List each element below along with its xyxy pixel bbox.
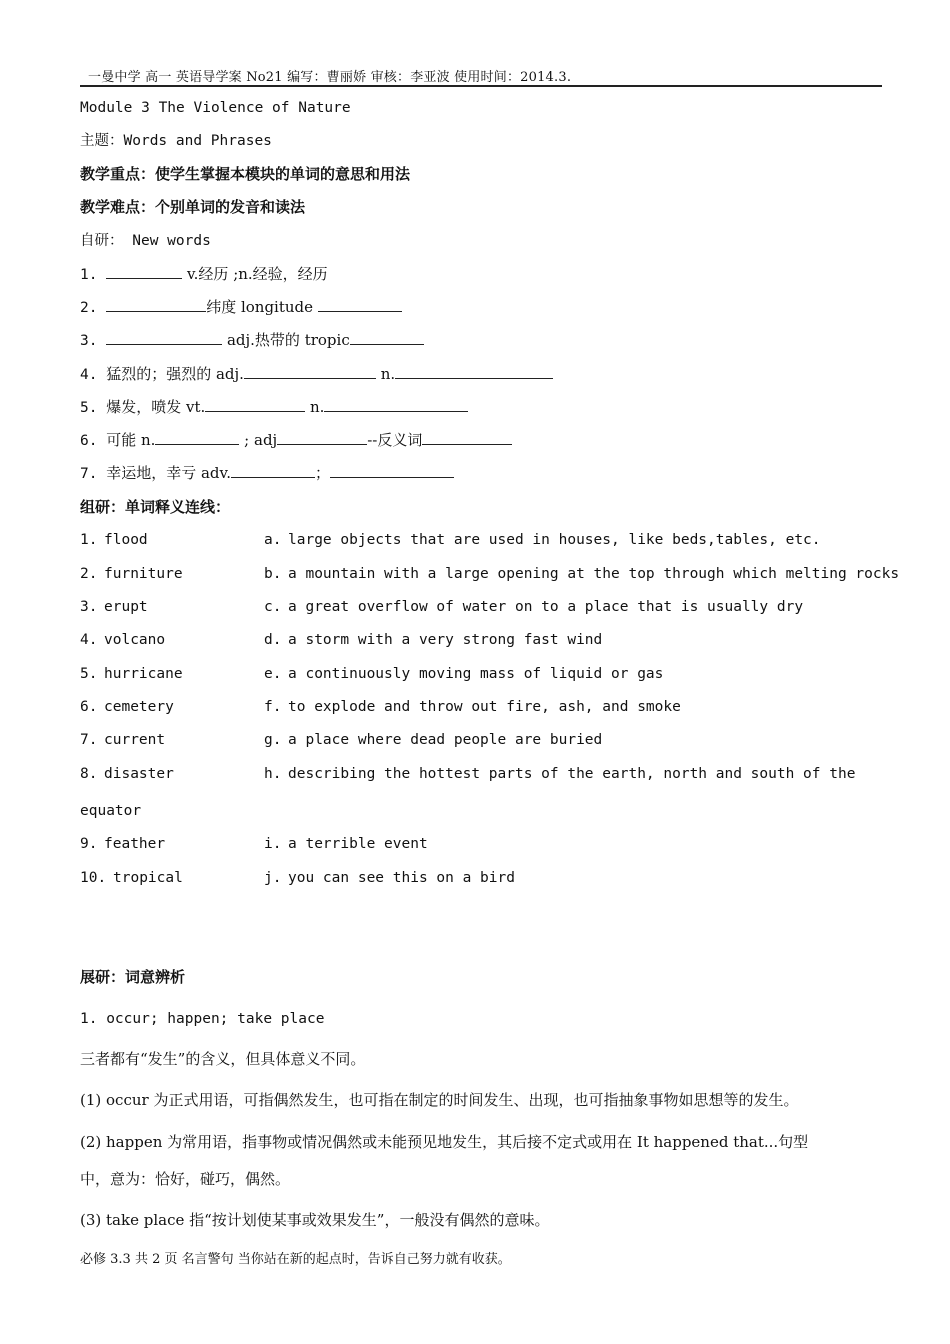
vocab-item-7: 7. 幸运地，幸亏 adv. ； [80,463,454,484]
item-number: 7. [80,732,98,748]
answer-blank[interactable] [277,430,367,445]
answer-blank[interactable] [106,330,222,345]
definition-letter: f. [264,699,282,715]
answer-blank[interactable] [395,364,553,379]
explanation-happen-cont: 中，意为：恰好，碰巧，偶然。 [80,1170,291,1188]
definition-letter: d. [264,632,282,648]
header-rule [80,85,882,87]
item-number: 5. [80,666,98,682]
vocab-item-2: 2. 纬度 longitude [80,297,402,318]
definition-text: you can see this on a bird [288,870,515,886]
definition-letter: a. [264,532,282,548]
definition-letter: g. [264,732,282,748]
page-footer: 必修 3.3 共 2 页 名言警句 当你站在新的起点时，告诉自己努力就有收获。 [80,1252,511,1267]
key-point: 教学重点：使学生掌握本模块的单词的意思和用法 [80,165,411,183]
definition-letter: b. [264,566,282,582]
matching-row [80,597,803,617]
vocab-word: cemetery [104,699,174,715]
definition-text: a continuously moving mass of liquid or gas [288,666,664,682]
matching-row [80,564,899,584]
definition-letter: e. [264,666,282,682]
module-title: Module 3 The Violence of Nature [80,100,351,116]
definition-text: describing the hottest parts of the earth, north and south of the [288,766,856,782]
definition-text: large objects that are used in houses, like beds,tables, etc. [288,532,821,548]
definition-text: a mountain with a large opening at the top through which melting rocks [288,566,900,582]
definition-letter: i. [264,836,282,852]
answer-blank[interactable] [350,330,424,345]
distinction-intro: 三者都有“发生”的含义，但具体意义不同。 [80,1050,366,1068]
matching-row [80,664,663,684]
vocab-word: furniture [104,566,183,582]
group-study-heading: 组研：单词释义连线： [80,498,231,516]
matching-row [80,764,855,784]
vocab-word: flood [104,532,148,548]
item-number: 2. [80,566,98,582]
vocab-word: volcano [104,632,166,648]
answer-blank[interactable] [330,463,454,478]
answer-blank[interactable] [318,297,402,312]
answer-blank[interactable] [244,364,376,379]
display-study-heading: 展研：词意辨析 [80,968,186,986]
matching-row [80,868,515,888]
topic-line: 主题：Words and Phrases [80,133,272,149]
vocab-item-4: 4. 猛烈的；强烈的 adj. n. [80,364,553,385]
matching-row [80,834,428,854]
difficulty: 教学难点：个别单词的发音和读法 [80,198,306,216]
vocab-item-1: 1. v.经历 ;n.经验，经历 [80,265,328,283]
vocab-word: disaster [104,766,174,782]
page-header: 一曼中学 高一 英语导学案 No21 编写：曹丽娇 审核：李亚波 使用时间：2014.3. [88,70,572,85]
distinction-item-1: 1. occur; happen; take place [80,1011,325,1027]
answer-blank[interactable] [205,397,305,412]
definition-text: a great overflow of water on to a place that is usually dry [288,599,804,615]
vocab-item-5: 5. 爆发，喷发 vt. n. [80,397,468,418]
item-number: 1. [80,532,98,548]
vocab-item-6: 6. 可能 n. ; adj --反义词 [80,430,512,451]
vocab-word: feather [104,836,166,852]
item-number: 10. [80,870,107,886]
definition-text: a storm with a very strong fast wind [288,632,603,648]
answer-blank[interactable] [422,430,512,445]
item-number: 8. [80,766,98,782]
vocab-word: hurricane [104,666,183,682]
definition-letter: c. [264,599,282,615]
matching-row [80,630,602,650]
definition-continuation: equator [80,803,142,819]
answer-blank[interactable] [106,297,206,312]
explanation-take-place: (3) take place 指“按计划使某事或效果发生”，一般没有偶然的意味。 [80,1211,550,1229]
answer-blank[interactable] [155,430,239,445]
vocab-word: current [104,732,166,748]
definition-letter: h. [264,766,282,782]
answer-blank[interactable] [324,397,468,412]
vocab-word: erupt [104,599,148,615]
definition-text: to explode and throw out fire, ash, and smoke [288,699,681,715]
definition-text: a place where dead people are buried [288,732,603,748]
self-study-heading: 自研： New words [80,233,211,249]
explanation-happen: (2) happen 为常用语，指事物或情况偶然或未能预见地发生，其后接不定式或用在 It happened that...句型 [80,1133,809,1151]
answer-blank[interactable] [231,463,315,478]
item-number: 4. [80,632,98,648]
definition-letter: j. [264,870,282,886]
definition-text: a terrible event [288,836,428,852]
explanation-occur: (1) occur 为正式用语，可指偶然发生，也可指在制定的时间发生、出现，也可指抽象事物如思想等的发生。 [80,1091,799,1109]
vocab-word: tropical [113,870,183,886]
vocab-item-3: 3. adj.热带的 tropic [80,330,424,351]
item-number: 6. [80,699,98,715]
matching-row [80,697,681,717]
matching-row [80,530,821,550]
item-number: 9. [80,836,98,852]
answer-blank[interactable] [106,264,182,279]
matching-row [80,730,602,750]
item-number: 3. [80,599,98,615]
